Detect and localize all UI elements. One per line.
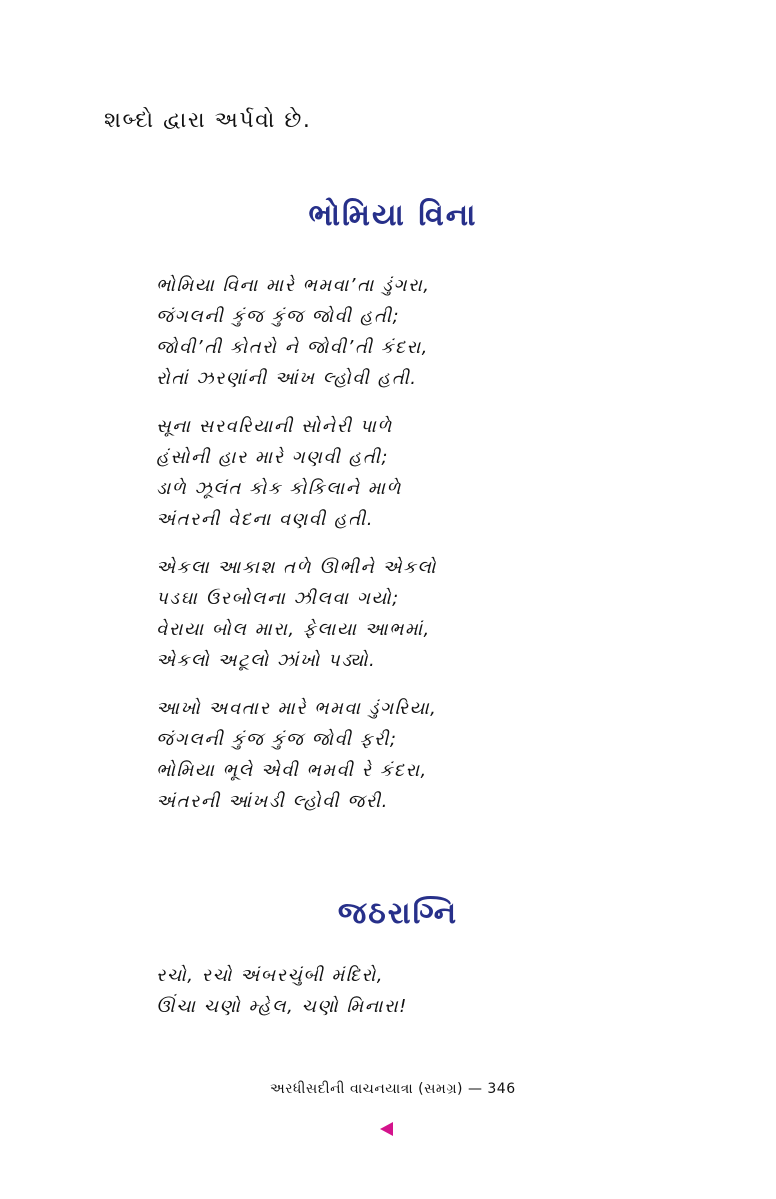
poem-line: પડઘા ઉરબોલના ઝીલવા ગયો; xyxy=(156,588,400,609)
poem-title-jatharagni: જઠરાગ્નિ xyxy=(337,896,459,931)
poem-line: જોવી’તી કોતરો ને જોવી’તી કંદરા, xyxy=(156,337,429,358)
poem-line: ભોમિયા ભૂલે એવી ભમવી રે કંદરા, xyxy=(156,760,428,781)
poem-title-bhomiya-vina: ભોમિયા વિના xyxy=(308,198,478,233)
poem-line: રોતાં ઝરણાંની આંખ લ્હોવી હતી. xyxy=(156,368,418,389)
poem-line: એકલો અટૂલો ઝાંખો પડ્યો. xyxy=(156,650,377,671)
poem-line: ડાળે ઝૂલંત કોક કોકિલાને માળે xyxy=(156,478,402,499)
poem-line: રચો, રચો અંબરચુંબી મંદિરો, xyxy=(156,965,384,986)
poem-line: આખો અવતાર મારે ભમવા ડુંગરિયા, xyxy=(156,698,438,719)
poem-line: અંતરની આંખડી લ્હોવી જરી. xyxy=(156,791,389,812)
poem-line: ભોમિયા વિના મારે ભમવા’તા ડુંગરા, xyxy=(156,275,431,296)
poem-bhomiya-vina xyxy=(156,270,437,834)
stanza xyxy=(156,270,437,394)
poem-jatharagni xyxy=(156,960,408,1039)
poem-line: જંગલની કુંજ કુંજ જોવી હતી; xyxy=(156,306,401,327)
intro-line: શબ્દો દ્વારા અર્પવો છે. xyxy=(104,108,312,133)
poem-line: અંતરની વેદના વણવી હતી. xyxy=(156,509,374,530)
stanza xyxy=(156,552,437,676)
poem-line: જંગલની કુંજ કુંજ જોવી ફરી; xyxy=(156,729,398,750)
poem-line: ઊંચા ચણો મ્હેલ, ચણો મિનારા! xyxy=(156,996,408,1017)
poem-line: સૂના સરવરિયાની સોનેરી પાળે xyxy=(156,416,393,437)
poem-line: હંસોની હાર મારે ગણવી હતી; xyxy=(156,447,389,468)
previous-page-arrow-icon[interactable] xyxy=(380,1122,393,1136)
stanza xyxy=(156,693,437,817)
page-footer: અરધીસદીની વાચનયાત્રા (સમગ્ર) — 346 xyxy=(270,1081,516,1097)
stanza xyxy=(156,411,437,535)
poem-line: વેરાયા બોલ મારા, ફેલાયા આભમાં, xyxy=(156,619,431,640)
poem-line: એકલા આકાશ તળે ઊભીને એકલો xyxy=(156,557,437,578)
stanza xyxy=(156,960,408,1022)
